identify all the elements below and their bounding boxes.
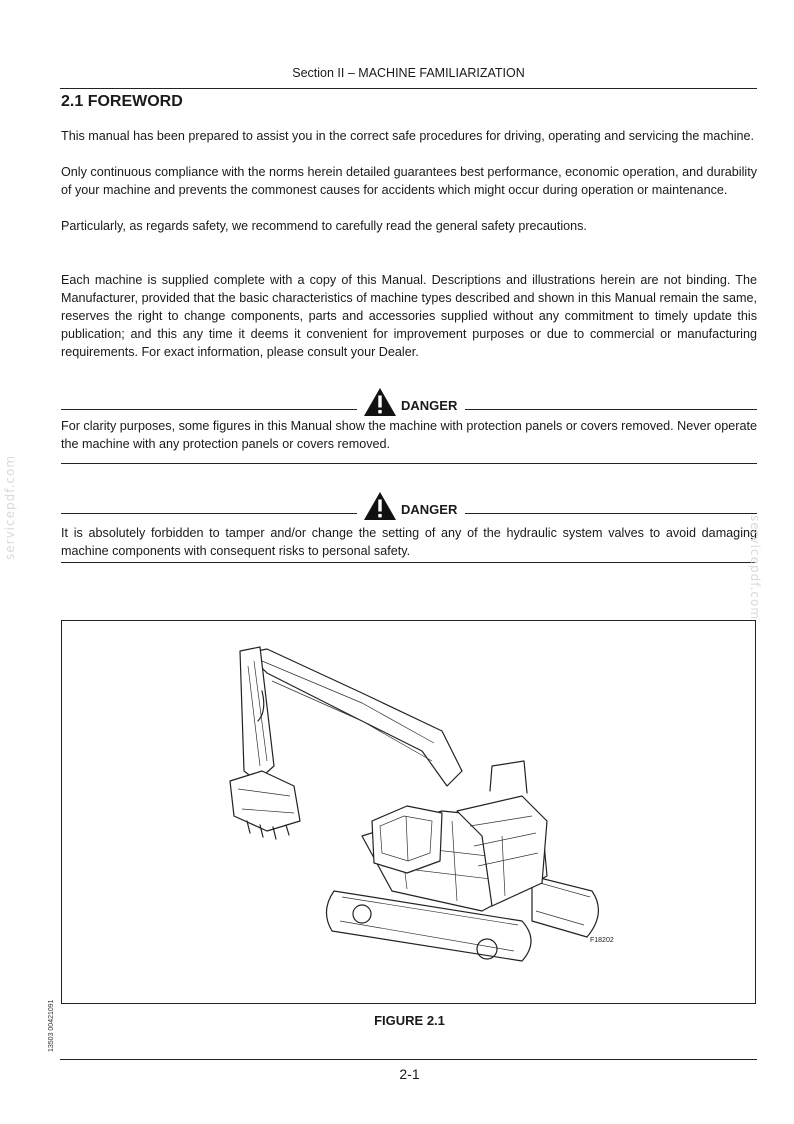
foreword-paragraph-2: Only continuous compliance with the norms herein detailed guarantees best performance, economic operation, and durability of your machine and prevents the commonest causes for accidents which might occur during operation or maintenance.	[61, 165, 757, 197]
page-number: 2-1	[399, 1066, 420, 1082]
danger-rule-left	[61, 513, 357, 514]
boom	[247, 649, 462, 786]
foreword-paragraph-1: This manual has been prepared to assist you in the correct safe procedures for driving, operating and servicing the machine.	[61, 129, 755, 143]
document-code: 13503 00421091	[48, 999, 55, 1052]
danger-heading-1	[61, 387, 757, 413]
danger-rule-right	[465, 409, 757, 410]
figure-id: F18202	[590, 937, 614, 944]
figure-caption: FIGURE 2.1	[374, 1013, 445, 1028]
danger-text-1: For clarity purposes, some figures in this Manual show the machine with protection panels or covers removed. Never operate the machine with any protection panels or covers removed.	[61, 419, 757, 451]
figure-frame	[61, 620, 756, 1004]
danger-bottom-rule-1	[61, 463, 757, 464]
foreword-paragraph-4: Each machine is supplied complete with a copy of this Manual. Descriptions and illustrations herein are not binding. The Manufacturer, provided that the basic characteristics of machine types described and shown in this Manual remain the same, reserves the right to change components, parts and accessories supplied without any commitment to timely update this publication; and this any time it deems it convenient for improvement purposes or due to commercial or manufacturing requirements. For exact information, please consult your Dealer.	[61, 273, 757, 359]
danger-rule-left	[61, 409, 357, 410]
cab	[372, 806, 442, 873]
danger-label: DANGER	[401, 502, 458, 517]
warning-triangle-icon	[363, 387, 397, 417]
danger-label: DANGER	[401, 398, 458, 413]
track-right	[532, 876, 598, 937]
header-rule	[60, 88, 757, 89]
handrail	[490, 761, 527, 793]
danger-text-2: It is absolutely forbidden to tamper and/or change the setting of any of the hydraulic system valves to avoid damaging machine components with consequent risks to personal safety.	[61, 526, 757, 558]
bucket	[230, 771, 300, 839]
foreword-paragraph-3: Particularly, as regards safety, we recommend to carefully read the general safety precautions.	[61, 219, 587, 233]
danger-heading-2	[61, 491, 757, 517]
danger-bottom-rule-2	[61, 562, 757, 563]
excavator-illustration	[62, 621, 755, 1003]
watermark-left: servicepdf.com	[3, 454, 17, 560]
page-title: 2.1 FOREWORD	[61, 93, 183, 110]
warning-triangle-icon	[363, 491, 397, 521]
watermark-right: servicepdf.com	[748, 515, 762, 621]
danger-rule-right	[465, 513, 757, 514]
footer-rule	[60, 1059, 757, 1060]
section-header: Section II – MACHINE FAMILIARIZATION	[292, 66, 525, 80]
